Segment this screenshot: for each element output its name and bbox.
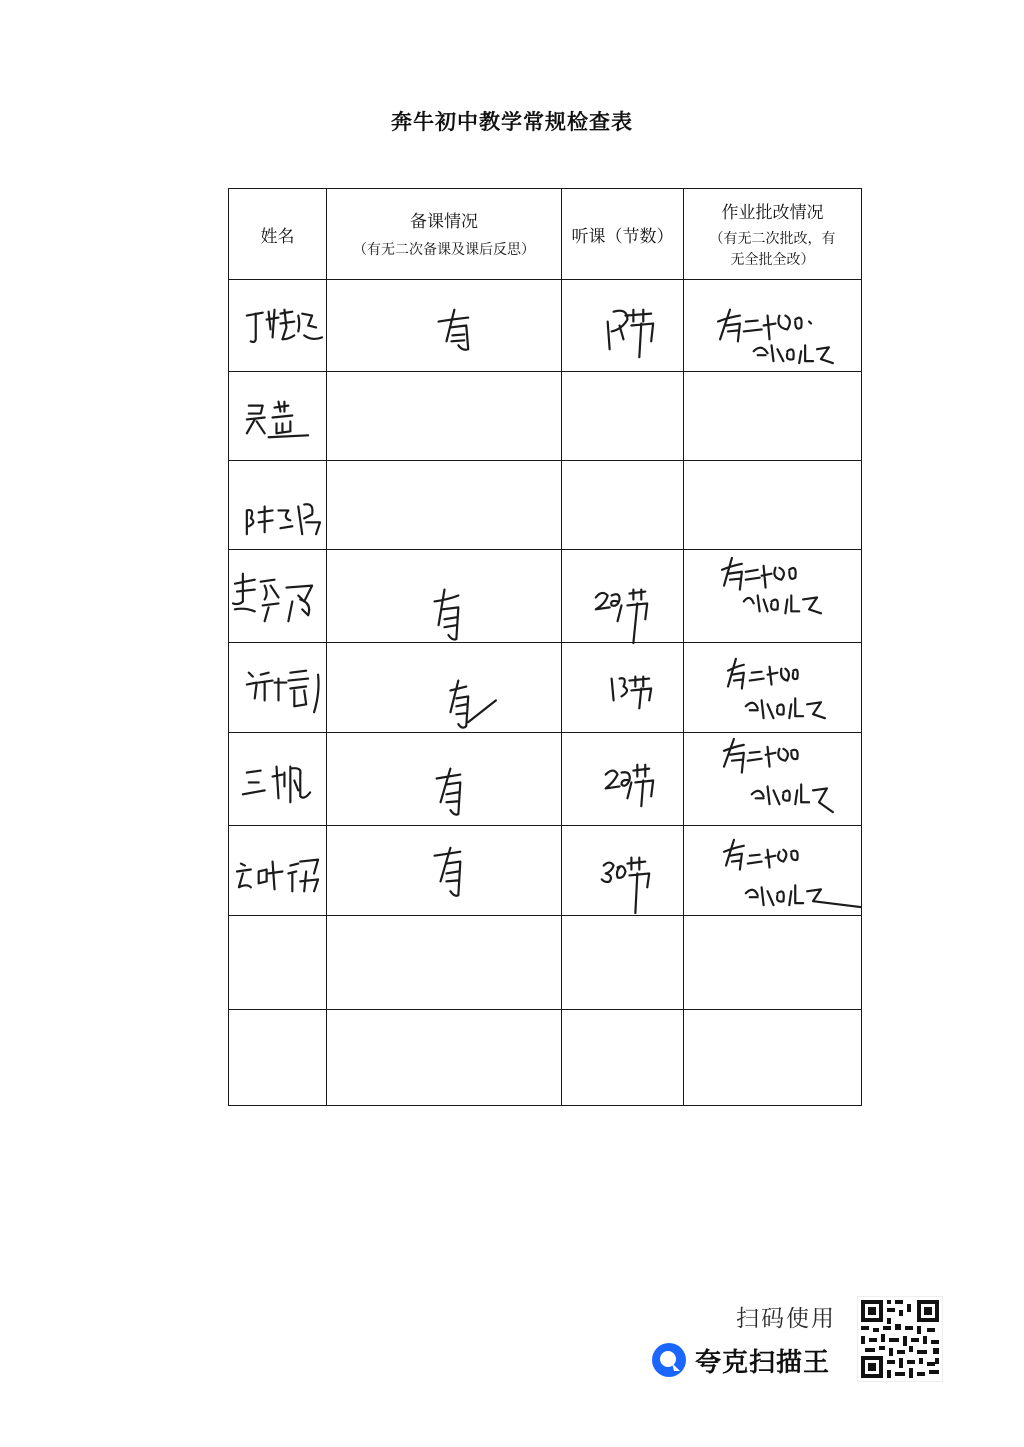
cell-name: [229, 461, 327, 550]
cell-prep: [327, 280, 562, 372]
header-homework-label: 作业批改情况: [721, 202, 824, 223]
table-row: [229, 550, 862, 643]
handwritten-name: [229, 643, 326, 732]
document-title: 奔牛初中教学常规检查表: [391, 110, 633, 134]
header-homework: [684, 189, 862, 280]
handwritten-name: [229, 826, 326, 915]
cell-name: [229, 826, 327, 916]
cell-homework: [684, 826, 862, 916]
table-row: [229, 461, 862, 550]
header-homework-note-2: 无全批全改）: [730, 251, 815, 268]
scan-hint: 扫码使用: [736, 1306, 836, 1332]
handwritten-prep: [327, 733, 561, 825]
cell-prep: [327, 1010, 562, 1106]
cell-prep: [327, 643, 562, 733]
cell-homework: [684, 372, 862, 461]
cell-name: [229, 916, 327, 1010]
header-prep-note: （有无二次备课及课后反思）: [353, 242, 535, 258]
handwritten-name: [229, 550, 326, 642]
cell-prep: [327, 550, 562, 643]
header-homework-note-1: （有无二次批改，有: [709, 230, 836, 247]
brand-name: 夸克扫描王: [695, 1348, 831, 1378]
header-row: [229, 189, 862, 280]
cell-name: [229, 1010, 327, 1106]
cell-listen: [562, 643, 684, 733]
handwritten-homework: [684, 826, 861, 915]
cell-prep: [327, 733, 562, 826]
cell-listen: [562, 826, 684, 916]
handwritten-name: [229, 733, 326, 825]
cell-name: [229, 280, 327, 372]
handwritten-listen: [562, 550, 683, 642]
header-listen: 听课（节数）: [562, 189, 684, 280]
cell-listen: [562, 1010, 684, 1106]
table-row: [229, 826, 862, 916]
cell-name: [229, 733, 327, 826]
header-prep: [327, 189, 562, 280]
cell-homework: [684, 643, 862, 733]
table-row: [229, 733, 862, 826]
cell-listen: [562, 372, 684, 461]
handwritten-listen: [562, 733, 683, 825]
handwritten-homework: [684, 550, 861, 642]
cell-name: [229, 550, 327, 643]
quark-logo-icon: [650, 1341, 688, 1379]
qr-code-icon[interactable]: [857, 1296, 943, 1382]
cell-listen: [562, 733, 684, 826]
handwritten-listen: [562, 643, 683, 732]
handwritten-name: [229, 280, 326, 371]
cell-listen: [562, 550, 684, 643]
table-row: [229, 372, 862, 461]
cell-homework: [684, 280, 862, 372]
handwritten-homework: [684, 643, 861, 732]
cell-listen: [562, 461, 684, 550]
handwritten-homework: [684, 733, 861, 825]
handwritten-prep: [327, 826, 561, 915]
cell-name: [229, 643, 327, 733]
handwritten-prep: [327, 643, 561, 732]
handwritten-listen: [562, 826, 683, 915]
header-prep-label: 备课情况: [410, 212, 478, 232]
table-row: [229, 280, 862, 372]
cell-homework: [684, 461, 862, 550]
cell-homework: [684, 733, 862, 826]
table-row: [229, 643, 862, 733]
table-row: [229, 1010, 862, 1106]
handwritten-prep: [327, 280, 561, 371]
handwritten-name: [229, 372, 326, 460]
cell-homework: [684, 1010, 862, 1106]
cell-prep: [327, 461, 562, 550]
handwritten-listen: [562, 280, 683, 371]
cell-name: [229, 372, 327, 461]
cell-listen: [562, 916, 684, 1010]
table-row: [229, 916, 862, 1010]
cell-listen: [562, 280, 684, 372]
handwritten-prep: [327, 550, 561, 642]
cell-prep: [327, 372, 562, 461]
handwritten-homework: [684, 280, 861, 371]
cell-prep: [327, 826, 562, 916]
cell-homework: [684, 916, 862, 1010]
handwritten-name: [229, 461, 326, 549]
inspection-table: [228, 188, 862, 1106]
header-name: 姓名: [229, 189, 327, 280]
cell-homework: [684, 550, 862, 643]
cell-prep: [327, 916, 562, 1010]
